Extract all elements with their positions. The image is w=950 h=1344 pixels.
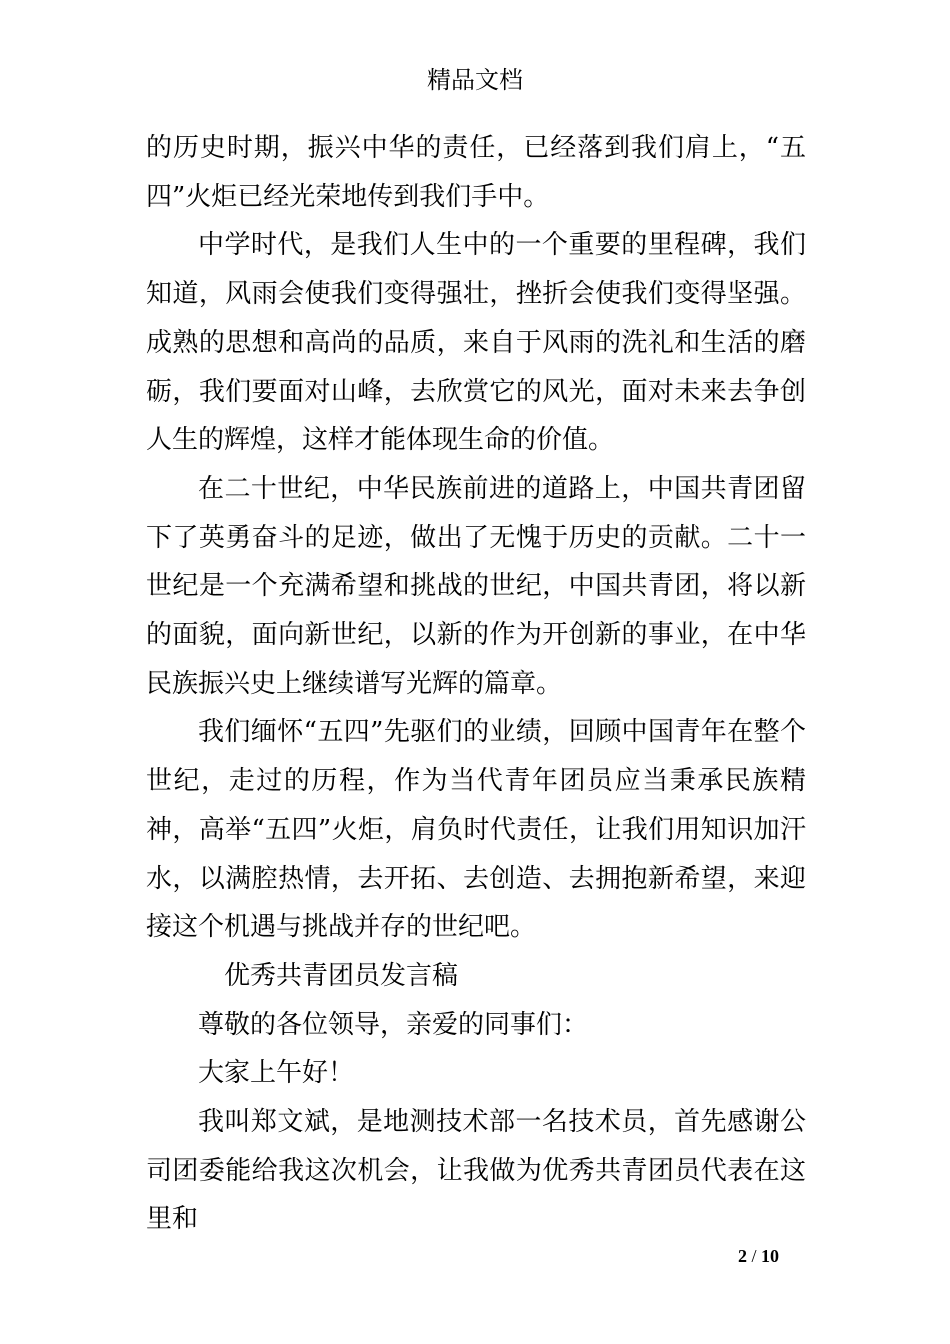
paragraph-middle-school: 中学时代，是我们人生中的一个重要的里程碑，我们知道，风雨会使我们变得强壮，挫折会使我们变得坚强。成熟的思想和高尚的品质，来自于风雨的洗礼和生活的磨砺，我们要面对山峰，去欣赏它的风光，面对未来去争创人生的辉煌，这样才能体现生命的价值。 [146,230,806,456]
total-pages: 10 [761,1246,780,1266]
page-header [0,62,950,98]
greeting: 大家上午好！ [198,1058,355,1089]
current-page: 2 [738,1246,747,1266]
header-title: 精品文档 [427,66,523,94]
paragraph-may-fourth: 我们缅怀“五四”先驱们的业绩，回顾中国青年在整个世纪，走过的历程，作为当代青年团员应当秉承民族精神，高举“五四”火炬，肩负时代责任，让我们用知识加汗水，以满腔热情，去开拓、去创造、去拥抱新希望，来迎接这个机遇与挑战并存的世纪吧。 [146,717,806,943]
speech-subtitle: 优秀共青团员发言稿 [224,960,459,991]
document-body [146,124,806,1244]
paragraph-introduction: 我叫郑文斌，是地测技术部一名技术员，首先感谢公司团委能给我这次机会，让我做为优秀共青团员代表在这里和 [146,1107,806,1235]
paragraph-twentieth-century: 在二十世纪，中华民族前进的道路上，中国共青团留下了英勇奋斗的足迹，做出了无愧于历史的贡献。二十一世纪是一个充满希望和挑战的世纪，中国共青团，将以新的面貌，面向新世纪，以新的作为开创新的事业，在中华民族振兴史上继续谱写光辉的篇章。 [146,473,806,699]
page-separator: / [751,1246,757,1266]
paragraph-continued: 的历史时期，振兴中华的责任，已经落到我们肩上，“五四”火炬已经光荣地传到我们手中。 [146,133,806,212]
page-number [738,1244,779,1268]
salutation: 尊敬的各位领导，亲爱的同事们： [198,1009,589,1040]
